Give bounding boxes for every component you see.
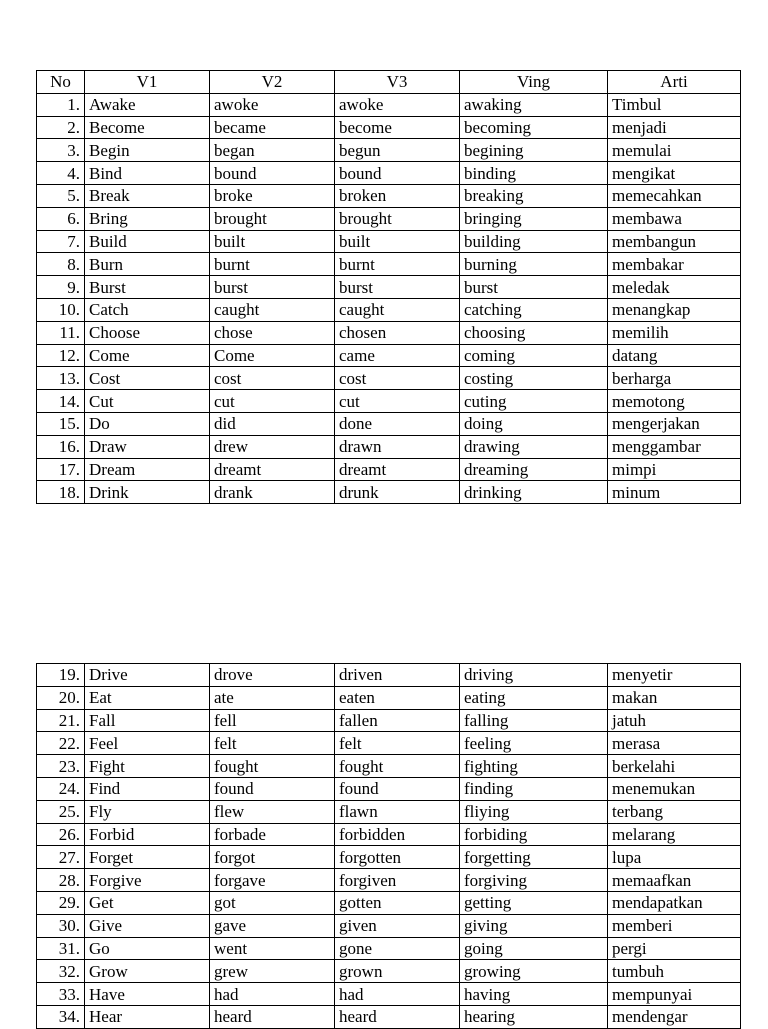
cell-ving: burst	[460, 276, 608, 299]
cell-v1: Find	[85, 777, 210, 800]
cell-arti: berkelahi	[608, 755, 741, 778]
cell-arti: memaafkan	[608, 869, 741, 892]
cell-ving: fighting	[460, 755, 608, 778]
cell-v2: became	[210, 116, 335, 139]
cell-v1: Begin	[85, 139, 210, 162]
cell-arti: pergi	[608, 937, 741, 960]
cell-v2: caught	[210, 298, 335, 321]
verb-table-2-body	[37, 664, 741, 1029]
cell-ving: dreaming	[460, 458, 608, 481]
cell-arti: memecahkan	[608, 184, 741, 207]
cell-v1: Go	[85, 937, 210, 960]
cell-ving: giving	[460, 914, 608, 937]
cell-no: 9.	[37, 276, 85, 299]
cell-no: 19.	[37, 664, 85, 687]
cell-v2: burst	[210, 276, 335, 299]
cell-no: 21.	[37, 709, 85, 732]
cell-ving: forgiving	[460, 869, 608, 892]
cell-arti: jatuh	[608, 709, 741, 732]
table-row	[37, 230, 741, 253]
cell-ving: coming	[460, 344, 608, 367]
cell-v3: done	[335, 412, 460, 435]
cell-v3: drunk	[335, 481, 460, 504]
cell-v3: forbidden	[335, 823, 460, 846]
cell-v2: drew	[210, 435, 335, 458]
cell-v1: Drink	[85, 481, 210, 504]
table-row	[37, 367, 741, 390]
cell-v1: Cut	[85, 390, 210, 413]
cell-v2: fought	[210, 755, 335, 778]
header-v1: V1	[85, 71, 210, 94]
cell-arti: menangkap	[608, 298, 741, 321]
cell-v1: Eat	[85, 686, 210, 709]
cell-v3: found	[335, 777, 460, 800]
cell-v3: dreamt	[335, 458, 460, 481]
cell-ving: doing	[460, 412, 608, 435]
cell-v1: Bring	[85, 207, 210, 230]
cell-no: 22.	[37, 732, 85, 755]
header-v3: V3	[335, 71, 460, 94]
cell-v2: cost	[210, 367, 335, 390]
cell-arti: memotong	[608, 390, 741, 413]
cell-v3: came	[335, 344, 460, 367]
cell-v3: eaten	[335, 686, 460, 709]
cell-v3: cut	[335, 390, 460, 413]
cell-no: 31.	[37, 937, 85, 960]
cell-v2: found	[210, 777, 335, 800]
table-row	[37, 184, 741, 207]
cell-ving: drinking	[460, 481, 608, 504]
cell-v3: bound	[335, 162, 460, 185]
cell-ving: awaking	[460, 93, 608, 116]
cell-no: 1.	[37, 93, 85, 116]
cell-v1: Awake	[85, 93, 210, 116]
cell-v2: had	[210, 983, 335, 1006]
cell-ving: becoming	[460, 116, 608, 139]
cell-v1: Become	[85, 116, 210, 139]
cell-no: 20.	[37, 686, 85, 709]
table-row	[37, 686, 741, 709]
cell-ving: costing	[460, 367, 608, 390]
table-row	[37, 983, 741, 1006]
cell-v3: grown	[335, 960, 460, 983]
table-row	[37, 869, 741, 892]
cell-ving: having	[460, 983, 608, 1006]
cell-v1: Break	[85, 184, 210, 207]
cell-no: 7.	[37, 230, 85, 253]
cell-v1: Build	[85, 230, 210, 253]
cell-v2: bound	[210, 162, 335, 185]
cell-no: 8.	[37, 253, 85, 276]
cell-no: 14.	[37, 390, 85, 413]
cell-v2: broke	[210, 184, 335, 207]
table-row	[37, 412, 741, 435]
cell-v1: Drive	[85, 664, 210, 687]
cell-arti: mendapatkan	[608, 891, 741, 914]
verb-table-2	[36, 663, 741, 1029]
cell-arti: memberi	[608, 914, 741, 937]
table-row	[37, 162, 741, 185]
table-row	[37, 709, 741, 732]
cell-v3: caught	[335, 298, 460, 321]
cell-no: 11.	[37, 321, 85, 344]
cell-arti: datang	[608, 344, 741, 367]
cell-ving: building	[460, 230, 608, 253]
cell-v3: forgotten	[335, 846, 460, 869]
cell-v2: forgot	[210, 846, 335, 869]
cell-v3: begun	[335, 139, 460, 162]
cell-arti: lupa	[608, 846, 741, 869]
table-row	[37, 93, 741, 116]
cell-v1: Dream	[85, 458, 210, 481]
cell-ving: bringing	[460, 207, 608, 230]
cell-v2: got	[210, 891, 335, 914]
cell-ving: burning	[460, 253, 608, 276]
cell-no: 24.	[37, 777, 85, 800]
cell-v3: heard	[335, 1005, 460, 1028]
cell-arti: melarang	[608, 823, 741, 846]
cell-ving: feeling	[460, 732, 608, 755]
cell-v2: fell	[210, 709, 335, 732]
cell-no: 33.	[37, 983, 85, 1006]
cell-ving: drawing	[460, 435, 608, 458]
cell-arti: berharga	[608, 367, 741, 390]
header-row	[37, 71, 741, 94]
cell-arti: merasa	[608, 732, 741, 755]
cell-arti: membangun	[608, 230, 741, 253]
cell-arti: terbang	[608, 800, 741, 823]
header-v2: V2	[210, 71, 335, 94]
table-row	[37, 937, 741, 960]
table-row	[37, 207, 741, 230]
table-row	[37, 1005, 741, 1028]
cell-v3: given	[335, 914, 460, 937]
cell-v3: fought	[335, 755, 460, 778]
cell-ving: forbiding	[460, 823, 608, 846]
cell-v2: began	[210, 139, 335, 162]
cell-ving: driving	[460, 664, 608, 687]
cell-v3: chosen	[335, 321, 460, 344]
cell-arti: mempunyai	[608, 983, 741, 1006]
table-row	[37, 732, 741, 755]
cell-ving: cuting	[460, 390, 608, 413]
cell-v1: Draw	[85, 435, 210, 458]
cell-ving: finding	[460, 777, 608, 800]
cell-v2: flew	[210, 800, 335, 823]
cell-ving: forgetting	[460, 846, 608, 869]
cell-no: 25.	[37, 800, 85, 823]
cell-ving: binding	[460, 162, 608, 185]
cell-v3: broken	[335, 184, 460, 207]
cell-no: 17.	[37, 458, 85, 481]
cell-v1: Fight	[85, 755, 210, 778]
cell-v1: Fall	[85, 709, 210, 732]
cell-v2: burnt	[210, 253, 335, 276]
cell-v2: awoke	[210, 93, 335, 116]
cell-ving: falling	[460, 709, 608, 732]
cell-arti: memilih	[608, 321, 741, 344]
header-arti: Arti	[608, 71, 741, 94]
cell-no: 5.	[37, 184, 85, 207]
cell-ving: getting	[460, 891, 608, 914]
cell-no: 26.	[37, 823, 85, 846]
cell-v1: Give	[85, 914, 210, 937]
cell-v2: forgave	[210, 869, 335, 892]
cell-v2: dreamt	[210, 458, 335, 481]
cell-no: 30.	[37, 914, 85, 937]
cell-v2: cut	[210, 390, 335, 413]
cell-v1: Grow	[85, 960, 210, 983]
cell-arti: minum	[608, 481, 741, 504]
cell-v2: ate	[210, 686, 335, 709]
cell-v3: gone	[335, 937, 460, 960]
cell-v2: brought	[210, 207, 335, 230]
cell-arti: meledak	[608, 276, 741, 299]
table-row	[37, 800, 741, 823]
cell-no: 16.	[37, 435, 85, 458]
cell-v3: burst	[335, 276, 460, 299]
table-row	[37, 458, 741, 481]
cell-arti: mendengar	[608, 1005, 741, 1028]
cell-v3: driven	[335, 664, 460, 687]
cell-v3: gotten	[335, 891, 460, 914]
table-row	[37, 960, 741, 983]
cell-v2: went	[210, 937, 335, 960]
cell-v1: Fly	[85, 800, 210, 823]
cell-arti: tumbuh	[608, 960, 741, 983]
cell-no: 27.	[37, 846, 85, 869]
table-row	[37, 390, 741, 413]
cell-v2: felt	[210, 732, 335, 755]
cell-v1: Choose	[85, 321, 210, 344]
table-row	[37, 891, 741, 914]
cell-no: 28.	[37, 869, 85, 892]
cell-v1: Feel	[85, 732, 210, 755]
cell-arti: mengikat	[608, 162, 741, 185]
header-ving: Ving	[460, 71, 608, 94]
cell-v3: forgiven	[335, 869, 460, 892]
table-row	[37, 276, 741, 299]
cell-v3: burnt	[335, 253, 460, 276]
table-row	[37, 755, 741, 778]
cell-ving: growing	[460, 960, 608, 983]
cell-v1: Do	[85, 412, 210, 435]
cell-no: 15.	[37, 412, 85, 435]
table-row	[37, 823, 741, 846]
cell-v1: Hear	[85, 1005, 210, 1028]
cell-ving: catching	[460, 298, 608, 321]
cell-v2: chose	[210, 321, 335, 344]
cell-no: 34.	[37, 1005, 85, 1028]
cell-v1: Catch	[85, 298, 210, 321]
cell-no: 32.	[37, 960, 85, 983]
cell-ving: breaking	[460, 184, 608, 207]
table-row	[37, 344, 741, 367]
cell-v2: forbade	[210, 823, 335, 846]
cell-v1: Cost	[85, 367, 210, 390]
cell-no: 10.	[37, 298, 85, 321]
cell-arti: membakar	[608, 253, 741, 276]
cell-v3: drawn	[335, 435, 460, 458]
cell-v1: Burn	[85, 253, 210, 276]
cell-v3: fallen	[335, 709, 460, 732]
cell-no: 12.	[37, 344, 85, 367]
cell-ving: eating	[460, 686, 608, 709]
cell-v2: drank	[210, 481, 335, 504]
table-row	[37, 664, 741, 687]
cell-no: 29.	[37, 891, 85, 914]
table-row	[37, 298, 741, 321]
cell-arti: Timbul	[608, 93, 741, 116]
cell-ving: choosing	[460, 321, 608, 344]
cell-v2: drove	[210, 664, 335, 687]
cell-no: 18.	[37, 481, 85, 504]
cell-v3: awoke	[335, 93, 460, 116]
cell-v2: gave	[210, 914, 335, 937]
cell-arti: membawa	[608, 207, 741, 230]
table-row	[37, 321, 741, 344]
cell-ving: fliying	[460, 800, 608, 823]
cell-v1: Bind	[85, 162, 210, 185]
cell-v3: had	[335, 983, 460, 1006]
cell-v2: heard	[210, 1005, 335, 1028]
cell-no: 3.	[37, 139, 85, 162]
header-no: No	[37, 71, 85, 94]
table-row	[37, 116, 741, 139]
cell-v1: Have	[85, 983, 210, 1006]
cell-ving: begining	[460, 139, 608, 162]
cell-arti: menyetir	[608, 664, 741, 687]
cell-v1: Forgive	[85, 869, 210, 892]
cell-v1: Forbid	[85, 823, 210, 846]
cell-no: 13.	[37, 367, 85, 390]
cell-v2: Come	[210, 344, 335, 367]
cell-v1: Get	[85, 891, 210, 914]
cell-no: 2.	[37, 116, 85, 139]
cell-arti: makan	[608, 686, 741, 709]
cell-v3: become	[335, 116, 460, 139]
table-row	[37, 139, 741, 162]
cell-no: 6.	[37, 207, 85, 230]
cell-arti: mengerjakan	[608, 412, 741, 435]
cell-v2: built	[210, 230, 335, 253]
cell-v3: flawn	[335, 800, 460, 823]
cell-v1: Come	[85, 344, 210, 367]
cell-v3: felt	[335, 732, 460, 755]
cell-v2: grew	[210, 960, 335, 983]
verb-table-1-body	[37, 93, 741, 503]
cell-arti: mimpi	[608, 458, 741, 481]
cell-ving: going	[460, 937, 608, 960]
table-row	[37, 435, 741, 458]
cell-arti: menggambar	[608, 435, 741, 458]
table-row	[37, 481, 741, 504]
verb-table-1	[36, 70, 741, 504]
cell-v1: Forget	[85, 846, 210, 869]
cell-no: 23.	[37, 755, 85, 778]
cell-v2: did	[210, 412, 335, 435]
table-row	[37, 846, 741, 869]
cell-v3: cost	[335, 367, 460, 390]
table-row	[37, 914, 741, 937]
cell-no: 4.	[37, 162, 85, 185]
cell-arti: memulai	[608, 139, 741, 162]
table-row	[37, 253, 741, 276]
cell-arti: menemukan	[608, 777, 741, 800]
cell-v3: built	[335, 230, 460, 253]
table-row	[37, 777, 741, 800]
cell-ving: hearing	[460, 1005, 608, 1028]
cell-v3: brought	[335, 207, 460, 230]
cell-arti: menjadi	[608, 116, 741, 139]
cell-v1: Burst	[85, 276, 210, 299]
